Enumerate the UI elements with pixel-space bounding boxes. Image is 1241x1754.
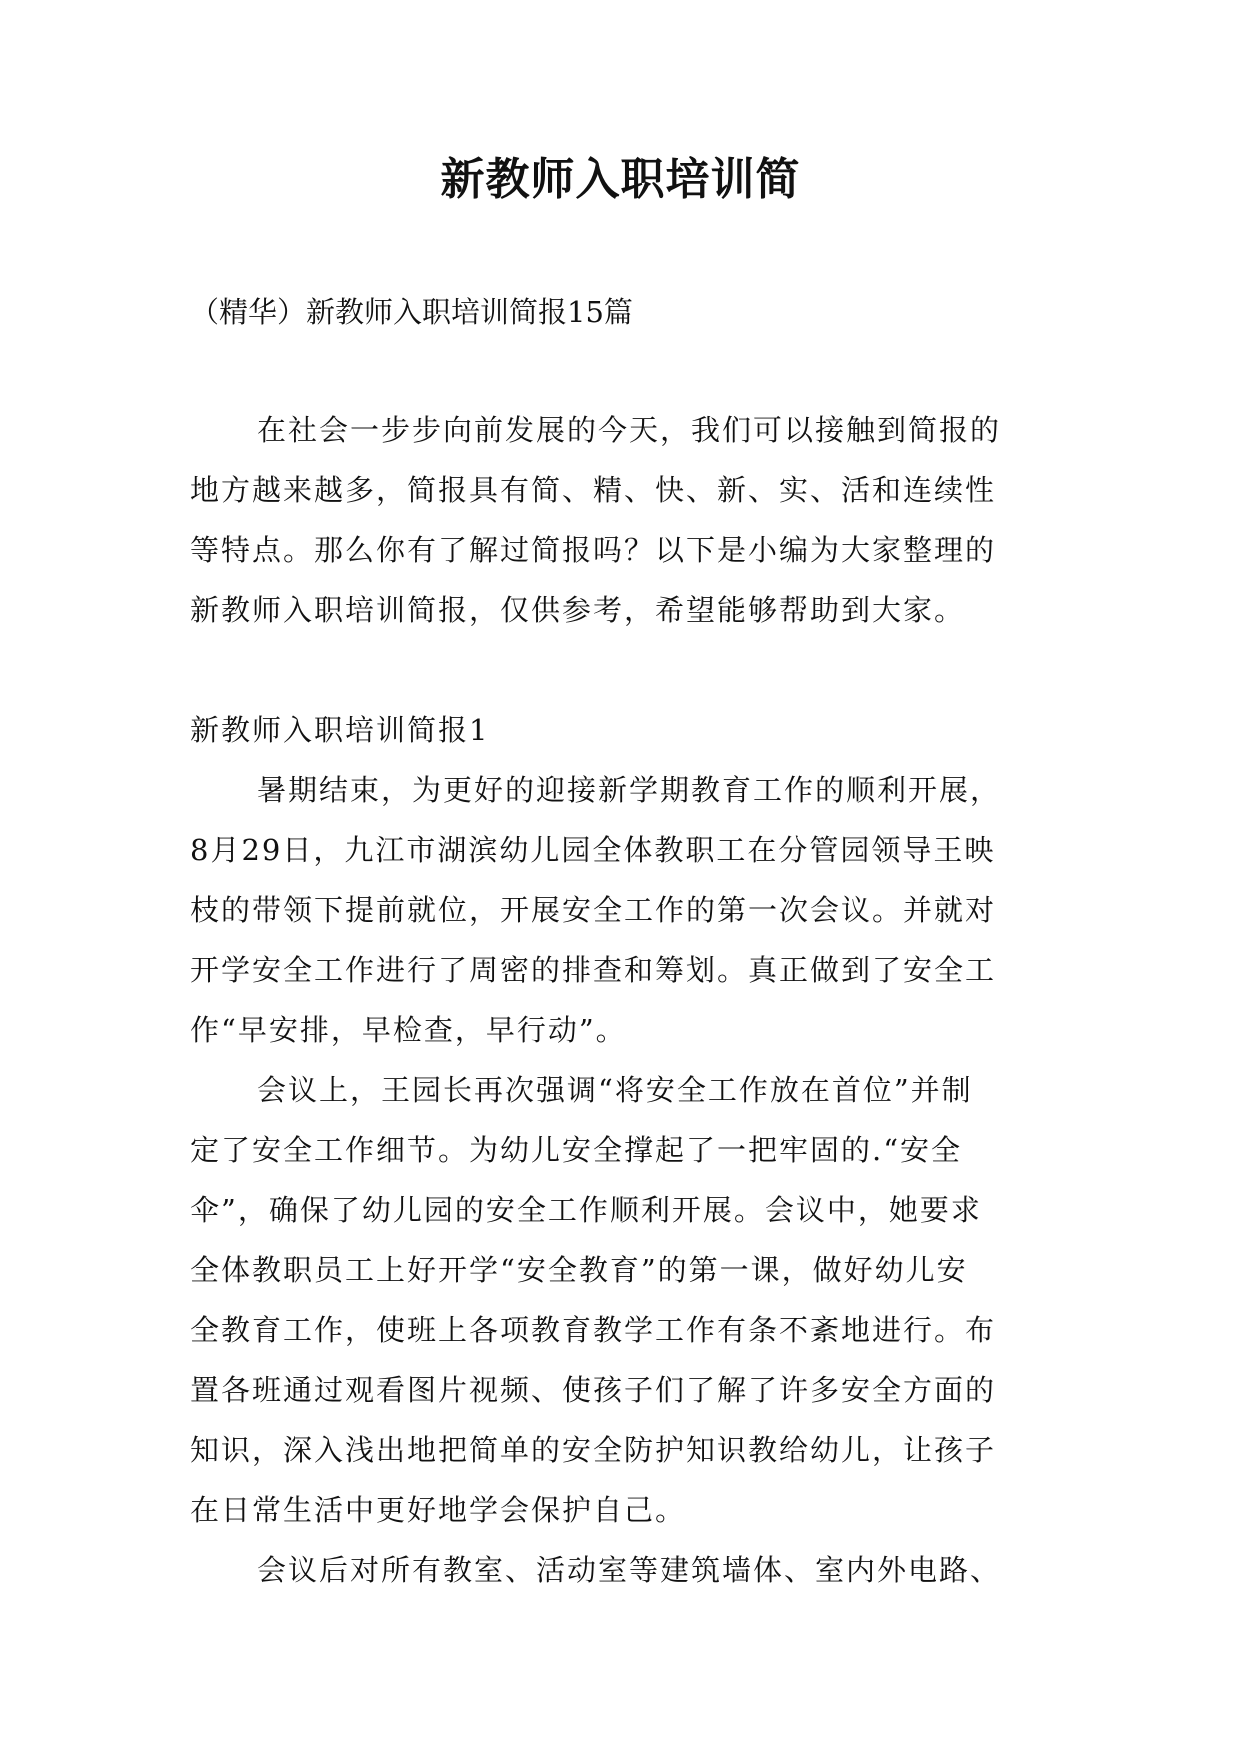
- document-subtitle: （精华）新教师入职培训简报15篇: [190, 295, 633, 329]
- text-line: 8月29日，九江市湖滨幼儿园全体教职工在分管园领导王映: [190, 833, 996, 867]
- text-line: 作“早安排，早检查，早行动”。: [190, 1013, 627, 1047]
- section-heading: 新教师入职培训简报1: [190, 713, 490, 747]
- text-line: 知识，深入浅出地把简单的安全防护知识教给幼儿，让孩子: [190, 1433, 997, 1467]
- text-line: 开学安全工作进行了周密的排查和筹划。真正做到了安全工: [190, 953, 997, 987]
- intro-paragraph: [190, 400, 1050, 640]
- text-line: 新教师入职培训简报，仅供参考，希望能够帮助到大家。: [190, 593, 966, 627]
- text-line: 定了安全工作细节。为幼儿安全撑起了一把牢固的.“安全: [190, 1133, 963, 1167]
- text-line: 在日常生活中更好地学会保护自己。: [190, 1493, 687, 1527]
- text-line: 在社会一步步向前发展的今天，我们可以接触到简报的: [257, 413, 1002, 447]
- text-line: 置各班通过观看图片视频、使孩子们了解了许多安全方面的: [190, 1373, 997, 1407]
- text-line: 暑期结束，为更好的迎接新学期教育工作的顺利开展，: [257, 773, 1002, 807]
- text-line: 全体教职员工上好开学“安全教育”的第一课，做好幼儿安: [190, 1253, 968, 1287]
- section-1: [190, 700, 1050, 1600]
- text-line: 会议上，王园长再次强调“将安全工作放在首位”并制: [257, 1073, 973, 1107]
- text-line: 会议后对所有教室、活动室等建筑墙体、室内外电路、: [257, 1553, 1002, 1587]
- text-line: 地方越来越多，简报具有简、精、快、新、实、活和连续性: [190, 473, 997, 507]
- document-title: 新教师入职培训简: [440, 154, 801, 205]
- text-line: 等特点。那么你有了解过简报吗？以下是小编为大家整理的: [190, 533, 997, 567]
- text-line: 枝的带领下提前就位，开展安全工作的第一次会议。并就对: [190, 893, 997, 927]
- text-line: 伞”，确保了幼儿园的安全工作顺利开展。会议中，她要求: [190, 1193, 982, 1227]
- text-line: 全教育工作，使班上各项教育教学工作有条不紊地进行。布: [190, 1313, 997, 1347]
